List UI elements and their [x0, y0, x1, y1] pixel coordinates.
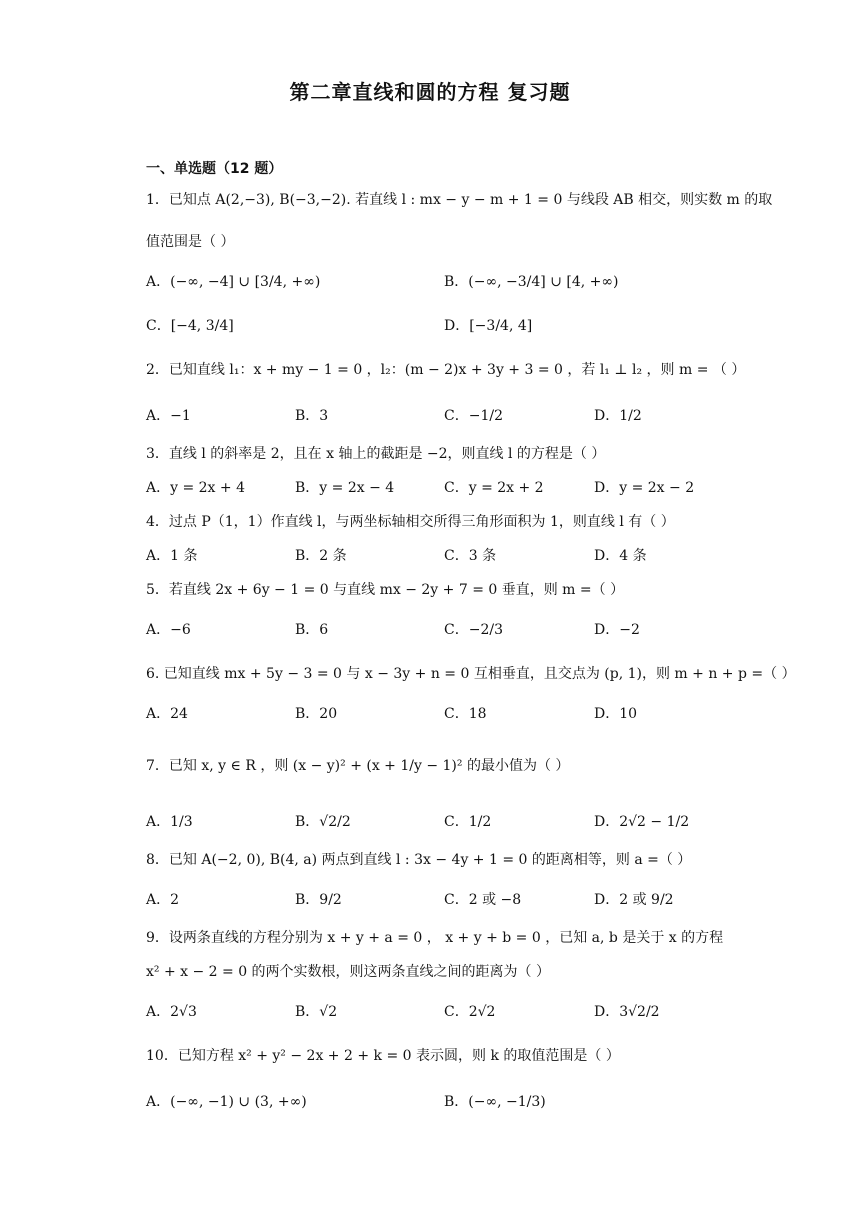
- question-4-stem: 4．过点 P（1，1）作直线 l，与两坐标轴相交所得三角形面积为 1，则直线 l 有（ ）: [146, 514, 675, 530]
- question-10-option-a[interactable]: A．(−∞, −1) ∪ (3, +∞): [146, 1094, 307, 1110]
- question-2-option-a[interactable]: A．−1: [146, 408, 191, 424]
- question-2-option-d[interactable]: D．1/2: [594, 408, 642, 424]
- question-7-option-a[interactable]: A．1/3: [146, 814, 193, 830]
- question-3-option-b[interactable]: B．y = 2x − 4: [295, 480, 395, 496]
- question-8-option-c[interactable]: C．2 或 −8: [444, 892, 522, 908]
- question-3-stem: 3．直线 l 的斜率是 2，且在 x 轴上的截距是 −2，则直线 l 的方程是（ ）: [146, 446, 606, 462]
- question-9-stem-cont: x² + x − 2 = 0 的两个实数根，则这两条直线之间的距离为（ ）: [146, 964, 551, 980]
- question-7-stem: 7．已知 x, y ∈ R ，则 (x − y)² + (x + 1/y − 1)² 的最小值为（ ）: [146, 758, 570, 774]
- question-6-option-c[interactable]: C．18: [444, 706, 487, 722]
- question-7-option-c[interactable]: C．1/2: [444, 814, 492, 830]
- question-9-option-b[interactable]: B．√2: [295, 1004, 338, 1020]
- question-1-stem: 1．已知点 A(2,−3), B(−3,−2). 若直线 l : mx − y − m + 1 = 0 与线段 AB 相交，则实数 m 的取: [146, 192, 773, 208]
- question-1-option-b[interactable]: B．(−∞, −3/4] ∪ [4, +∞): [444, 274, 619, 290]
- question-1-option-a[interactable]: A．(−∞, −4] ∪ [3/4, +∞): [146, 274, 321, 290]
- question-2-option-b[interactable]: B．3: [295, 408, 329, 424]
- section-heading: 一、单选题（12 题）: [146, 161, 283, 177]
- question-7-option-d[interactable]: D．2√2 − 1/2: [594, 814, 690, 830]
- question-9-option-d[interactable]: D．3√2/2: [594, 1004, 660, 1020]
- question-9-option-a[interactable]: A．2√3: [146, 1004, 197, 1020]
- question-2-option-c[interactable]: C．−1/2: [444, 408, 503, 424]
- page-title: 第二章直线和圆的方程 复习题: [289, 80, 571, 104]
- question-9-option-c[interactable]: C．2√2: [444, 1004, 496, 1020]
- question-10-stem: 10．已知方程 x² + y² − 2x + 2 + k = 0 表示圆，则 k 的取值范围是（ ）: [146, 1048, 620, 1064]
- question-6-option-d[interactable]: D．10: [594, 706, 638, 722]
- question-1-option-d[interactable]: D．[−3/4, 4]: [444, 318, 533, 334]
- question-10-option-b[interactable]: B．(−∞, −1/3): [444, 1094, 546, 1110]
- question-3-option-c[interactable]: C．y = 2x + 2: [444, 480, 544, 496]
- question-4-option-c[interactable]: C．3 条: [444, 548, 497, 564]
- question-5-option-b[interactable]: B．6: [295, 622, 329, 638]
- question-9-stem: 9．设两条直线的方程分别为 x + y + a = 0 ， x + y + b = 0 ，已知 a, b 是关于 x 的方程: [146, 930, 724, 946]
- question-5-option-d[interactable]: D．−2: [594, 622, 640, 638]
- question-2-stem: 2．已知直线 l₁：x + my − 1 = 0 ，l₂：(m − 2)x + 3y + 3 = 0 ，若 l₁ ⊥ l₂ ，则 m = （ ）: [146, 362, 746, 378]
- question-8-option-a[interactable]: A．2: [146, 892, 180, 908]
- question-4-option-b[interactable]: B．2 条: [295, 548, 347, 564]
- question-5-stem: 5．若直线 2x + 6y − 1 = 0 与直线 mx − 2y + 7 = 0 垂直，则 m =（ ）: [146, 582, 625, 598]
- question-6-option-b[interactable]: B．20: [295, 706, 338, 722]
- question-3-option-d[interactable]: D．y = 2x − 2: [594, 480, 695, 496]
- question-4-option-d[interactable]: D．4 条: [594, 548, 647, 564]
- question-5-option-a[interactable]: A．−6: [146, 622, 191, 638]
- question-6-stem: 6. 已知直线 mx + 5y − 3 = 0 与 x − 3y + n = 0 互相垂直，且交点为 (p, 1)，则 m + n + p =（ ）: [146, 666, 796, 682]
- question-4-option-a[interactable]: A．1 条: [146, 548, 198, 564]
- question-1-stem-cont: 值范围是（ ）: [146, 234, 235, 250]
- question-5-option-c[interactable]: C．−2/3: [444, 622, 503, 638]
- question-6-option-a[interactable]: A．24: [146, 706, 188, 722]
- question-8-option-b[interactable]: B．9/2: [295, 892, 342, 908]
- question-1-option-c[interactable]: C．[−4, 3/4]: [146, 318, 234, 334]
- question-7-option-b[interactable]: B．√2/2: [295, 814, 351, 830]
- question-8-option-d[interactable]: D．2 或 9/2: [594, 892, 674, 908]
- question-3-option-a[interactable]: A．y = 2x + 4: [146, 480, 245, 496]
- question-8-stem: 8．已知 A(−2, 0), B(4, a) 两点到直线 l : 3x − 4y + 1 = 0 的距离相等，则 a =（ ）: [146, 852, 692, 868]
